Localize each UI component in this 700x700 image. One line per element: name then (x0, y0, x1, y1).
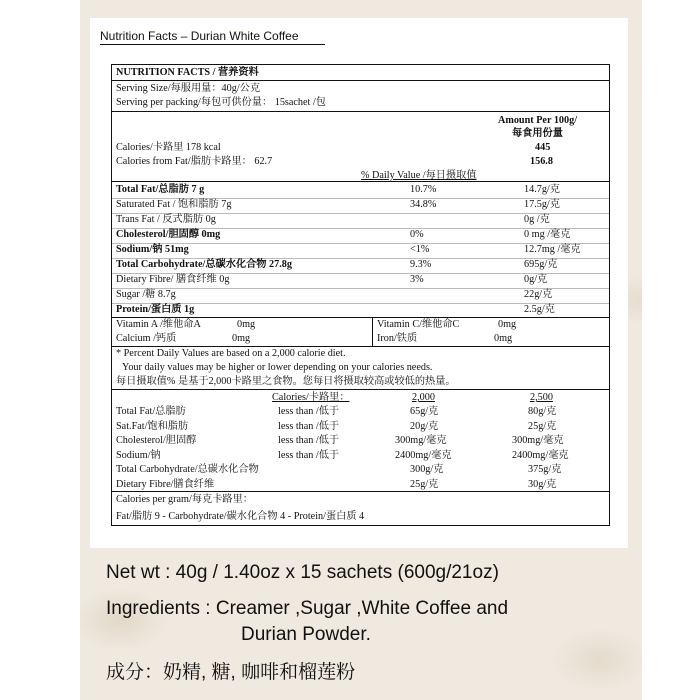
divider (372, 317, 373, 346)
footnote-1: * Percent Daily Values are based on a 2,000 calorie diet. (116, 348, 346, 359)
nutrient-label: Dietary Fibre/ 膳食纤维 0g (116, 274, 230, 285)
vitamin-c-value: 0mg (498, 319, 517, 330)
page-title: Nutrition Facts – Durian White Coffee (100, 29, 325, 45)
page-left-margin (0, 0, 58, 700)
divider (112, 317, 609, 318)
nutrient-label: Sugar /糖 8.7g (116, 289, 176, 300)
vitamin-a-label: Vitamin A /维他命A (116, 319, 201, 330)
divider (112, 389, 609, 390)
nutrient-per-100g: 17.5g/克 (524, 199, 560, 210)
calcium-label: Calcium /钙质 (116, 333, 177, 344)
nutrient-per-100g: 12.7mg /毫克 (524, 244, 581, 255)
divider (112, 491, 609, 492)
serving-size: Serving Size/每服用量：40g/公克 (116, 83, 261, 94)
daily-value-header: % Daily Value /每日摄取值 (361, 170, 477, 181)
nutrient-per-100g: 695g/克 (524, 259, 558, 270)
divider (112, 111, 609, 112)
dv-table-label: Cholesterol/胆固醇 (116, 435, 197, 446)
table-header-calories: Calories/卡路里： (272, 392, 350, 403)
nutrition-facts-panel (111, 64, 610, 526)
nutrient-daily-value: 10.7% (410, 184, 437, 195)
dv-table-2500: 375g/克 (528, 464, 562, 475)
dv-table-2000: 25g/克 (410, 478, 439, 490)
serving-per-packing: Serving per packing/每包可供份量： 15sachet /包 (116, 97, 326, 108)
nutrient-label: Saturated Fat / 饱和脂肪 7g (116, 199, 232, 210)
dv-table-2000: 300mg/毫克 (395, 435, 447, 446)
nutrient-daily-value: 0% (410, 229, 424, 240)
dv-table-2500: 25g/克 (528, 420, 557, 432)
nutrient-label: Trans Fat / 反式脂肪 0g (116, 214, 216, 225)
nutrient-daily-value: 34.8% (410, 199, 437, 210)
dv-table-limit: less than /低于 (278, 449, 340, 461)
vitamin-c-label: Vitamin C/维他命C (377, 319, 460, 330)
nutrient-daily-value: 3% (410, 274, 424, 285)
calories-fat-label: Calories from Fat/脂肪卡路里： 62.7 (116, 156, 273, 167)
dv-table-limit: less than /低于 (278, 435, 340, 446)
dv-table-2500: 30g/克 (528, 478, 557, 490)
iron-label: Iron/铁质 (377, 333, 418, 344)
dv-table-2500: 300mg/毫克 (512, 435, 564, 446)
footnote-2: Your daily values may be higher or lower depending on your calories needs. (122, 362, 433, 373)
calories-per-gram: Calories per gram/每克卡路里： (116, 494, 253, 505)
amount-per-100g: Amount Per 100g/ (498, 115, 578, 126)
net-weight: Net wt : 40g / 1.40oz x 15 sachets (600g/21oz) (106, 562, 499, 583)
dv-table-2500: 80g/克 (528, 406, 557, 417)
nutrient-daily-value: 9.3% (410, 259, 432, 270)
ingredients-line-2: Durian Powder. (241, 624, 371, 645)
dv-table-limit: less than /低于 (278, 406, 340, 417)
nutrient-label: Total Fat/总脂肪 7 g (116, 184, 205, 195)
vitamin-a-value: 0mg (237, 319, 256, 330)
nutrient-label: Cholesterol/胆固醇 0mg (116, 229, 221, 240)
nutrient-label: Total Carbohydrate/总碳水化合物 27.8g (116, 259, 292, 270)
dv-table-2000: 300g/克 (410, 464, 444, 475)
dv-table-2000: 20g/克 (410, 420, 439, 432)
ingredients-line-1: Ingredients : Creamer ,Sugar ,White Coffee and (106, 598, 509, 619)
calories-label: Calories/卡路里 178 kcal (116, 142, 221, 153)
footnote-3: 每日摄取值% 是基于2,000卡路里之食物。您每日将摄取较高或较低的热量。 (116, 376, 456, 387)
dv-table-label: Total Carbohydrate/总碳水化合物 (116, 464, 259, 475)
nutrient-per-100g: 14.7g/克 (524, 184, 560, 195)
facts-heading: NUTRITION FACTS / 营养资料 (116, 67, 259, 78)
dv-table-2000: 2400mg/毫克 (395, 449, 452, 461)
dv-table-label: Sodium/钠 (116, 449, 161, 461)
ingredients-chinese: 成分：奶精, 糖, 咖啡和榴莲粉 (106, 662, 356, 683)
divider (112, 80, 609, 81)
dv-table-2000: 65g/克 (410, 406, 439, 417)
nutrient-per-100g: 0 mg /毫克 (524, 229, 571, 240)
nutrient-per-100g: 0g /克 (524, 214, 550, 225)
nutrient-label: Protein/蛋白质 1g (116, 304, 195, 315)
divider (112, 346, 609, 347)
table-header-2000: 2,000 (412, 392, 435, 403)
dv-table-label: Sat.Fat/饱和脂肪 (116, 420, 189, 432)
dv-table-label: Total Fat/总脂肪 (116, 406, 186, 417)
nutrient-daily-value: <1% (410, 244, 430, 255)
nutrient-per-100g: 22g/克 (524, 289, 553, 300)
calories-per-gram-detail: Fat/脂肪 9 - Carbohydrate/碳水化合物 4 - Protein/蛋白质 4 (116, 511, 365, 522)
dv-table-2500: 2400mg/毫克 (512, 449, 569, 461)
table-header-2500: 2,500 (530, 392, 553, 403)
amount-per-serving-cn: 每食用份量 (512, 128, 563, 139)
divider (112, 181, 609, 182)
nutrient-per-100g: 2.5g/克 (524, 304, 555, 315)
dv-table-limit: less than /低于 (278, 420, 340, 432)
calories-fat-100g: 156.8 (530, 156, 553, 167)
iron-value: 0mg (494, 333, 513, 344)
nutrient-label: Sodium/钠 51mg (116, 244, 189, 255)
dv-table-label: Dietary Fibre/膳食纤维 (116, 478, 215, 490)
nutrient-per-100g: 0g/克 (524, 274, 548, 285)
calcium-value: 0mg (232, 333, 251, 344)
calories-100g: 445 (535, 142, 551, 153)
